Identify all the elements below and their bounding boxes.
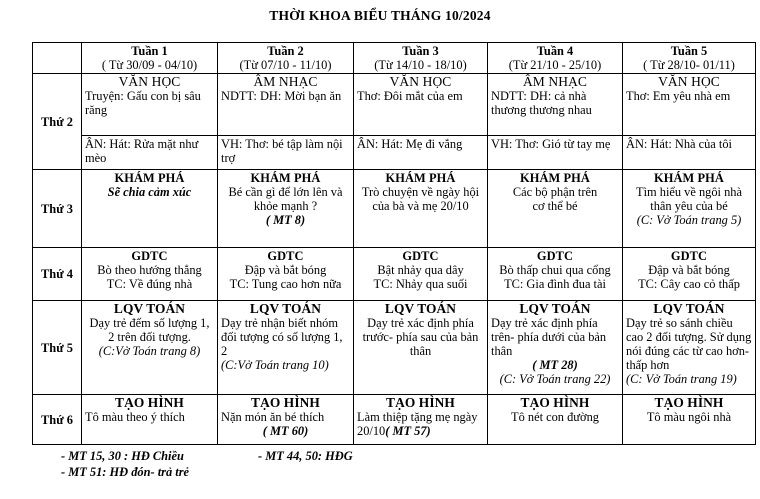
corner-cell	[33, 43, 82, 74]
footer-note-3: - MT 51: HĐ đón- trả trẻ	[61, 465, 190, 479]
footer-note-1: - MT 15, 30 : HĐ Chiều	[61, 449, 184, 463]
cell-thu3-w5: KHÁM PHÁ Tìm hiểu về ngôi nhà thân yêu của bé (C: Vở Toán trang 5)	[623, 170, 756, 248]
cell-thu5-w5: LQV TOÁN Dạy trẻ so sánh chiều cao 2 đối tượng. Sử dụng nói đúng các từ cao hơn- thấp hơn (C: Vở Toán trang 19)	[623, 301, 756, 395]
cell-thu3-w4: KHÁM PHÁ Các bộ phận trên cơ thể bé	[488, 170, 623, 248]
row-thu3	[33, 170, 756, 248]
cell-thu5-w3: LQV TOÁN Dạy trẻ xác định phía trước- phía sau của bản thân	[354, 301, 488, 395]
footer-note-2: - MT 44, 50: HĐG	[258, 449, 353, 463]
cell-thu5-w2: LQV TOÁN Dạy trẻ nhận biết nhóm đối tượng có số lượng 1, 2 (C:Vở Toán trang 10)	[218, 301, 354, 395]
cell-thu2-extra-w2: VH: Thơ: bé tập làm nội trợ	[218, 136, 354, 170]
day-label-thu6: Thứ 6	[33, 395, 82, 445]
week-header-2: Tuần 2 (Từ 07/10 - 11/10)	[218, 43, 354, 74]
week-header-3: Tuần 3 (Từ 14/10 - 18/10)	[354, 43, 488, 74]
cell-thu4-w4: GDTC Bò thấp chui qua cổng TC: Gia đình đua tài	[488, 248, 623, 301]
row-thu5	[33, 301, 756, 395]
cell-thu3-w2: KHÁM PHÁ Bé cần gì để lớn lên và khỏe mạnh ? ( MT 8)	[218, 170, 354, 248]
row-thu2	[33, 74, 756, 136]
day-label-thu5: Thứ 5	[33, 301, 82, 395]
cell-thu2-extra-w1: ÂN: Hát: Rửa mặt như mèo	[82, 136, 218, 170]
day-label-thu4: Thứ 4	[33, 248, 82, 301]
cell-thu5-w4: LQV TOÁN Dạy trẻ xác định phía trên- phía dưới của bản thân ( MT 28) (C: Vở Toán trang 22)	[488, 301, 623, 395]
day-label-thu2: Thứ 2	[33, 74, 82, 170]
week-header-5: Tuần 5 ( Từ 28/10- 01/11)	[623, 43, 756, 74]
page-title: THỜI KHOA BIỂU THÁNG 10/2024	[269, 8, 491, 23]
row-thu6	[33, 395, 756, 445]
cell-thu3-w3: KHÁM PHÁ Trò chuyện về ngày hội của bà và mẹ 20/10	[354, 170, 488, 248]
cell-thu6-w2: TẠO HÌNH Nặn món ăn bé thích ( MT 60)	[218, 395, 354, 445]
week-header-4: Tuần 4 (Từ 21/10 - 25/10)	[488, 43, 623, 74]
cell-thu4-w2: GDTC Đập và bắt bóng TC: Tung cao hơn nữa	[218, 248, 354, 301]
cell-thu2-w1: VĂN HỌC Truyện: Gấu con bị sâu răng	[82, 74, 218, 136]
cell-thu6-w3: TẠO HÌNH Làm thiệp tặng mẹ ngày 20/10( MT 57)	[354, 395, 488, 445]
cell-thu2-w4: ÂM NHẠC NDTT: DH: cả nhà thương thương nhau	[488, 74, 623, 136]
cell-thu6-w1: TẠO HÌNH Tô màu theo ý thích	[82, 395, 218, 445]
cell-thu6-w5: TẠO HÌNH Tô màu ngôi nhà	[623, 395, 756, 445]
cell-thu2-extra-w3: ÂN: Hát: Mẹ đi vắng	[354, 136, 488, 170]
timetable	[32, 42, 756, 445]
cell-thu2-w2: ÂM NHẠC NDTT: DH: Mời bạn ăn	[218, 74, 354, 136]
cell-thu2-w5: VĂN HỌC Thơ: Em yêu nhà em	[623, 74, 756, 136]
cell-thu2-extra-w4: VH: Thơ: Gió từ tay mẹ	[488, 136, 623, 170]
cell-thu6-w4: TẠO HÌNH Tô nét con đường	[488, 395, 623, 445]
header-row	[33, 43, 756, 74]
row-thu2-extra	[33, 136, 756, 170]
cell-thu2-extra-w5: ÂN: Hát: Nhà của tôi	[623, 136, 756, 170]
cell-thu4-w3: GDTC Bật nhảy qua dây TC: Nhảy qua suối	[354, 248, 488, 301]
cell-thu5-w1: LQV TOÁN Dạy trẻ đếm số lượng 1, 2 trên đối tượng. (C:Vở Toán trang 8)	[82, 301, 218, 395]
cell-thu3-w1: KHÁM PHÁ Sẽ chia cảm xúc	[82, 170, 218, 248]
cell-thu4-w1: GDTC Bò theo hướng thẳng TC: Về đúng nhà	[82, 248, 218, 301]
row-thu4	[33, 248, 756, 301]
day-label-thu3: Thứ 3	[33, 170, 82, 248]
week-header-1: Tuần 1 ( Từ 30/09 - 04/10)	[82, 43, 218, 74]
cell-thu4-w5: GDTC Đập và bắt bóng TC: Cây cao cỏ thấp	[623, 248, 756, 301]
cell-thu2-w3: VĂN HỌC Thơ: Đôi mắt của em	[354, 74, 488, 136]
